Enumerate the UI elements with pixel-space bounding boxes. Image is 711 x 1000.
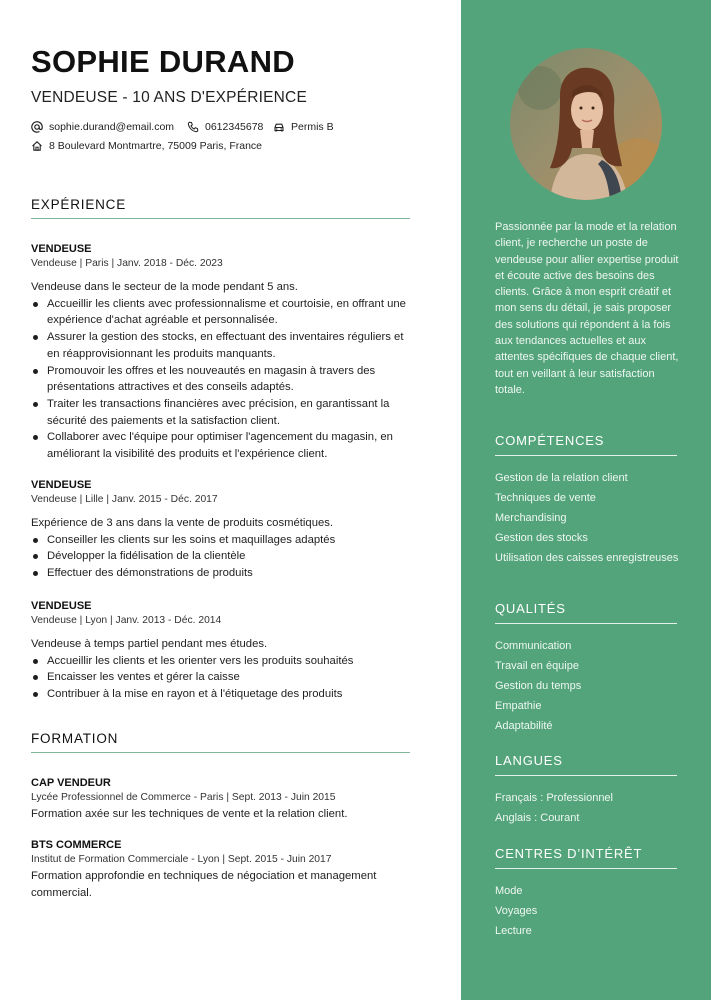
skill-item: Merchandising [495, 511, 567, 524]
interests-heading: CENTRES D’INTÉRÊT [495, 846, 677, 869]
experience-entry [31, 599, 411, 703]
job-task: Développer la fidélisation de la clientèle [31, 548, 411, 565]
skill-item: Utilisation des caisses enregistreuses [495, 551, 679, 564]
profile-summary: Passionnée par la mode et la relation client, je recherche un poste de vendeuse pour allier expertise produit et écoute active des besoins des clients. Grâce à mon esprit créatif et mon sens du détail, je sais proposer des solutions qui répondent à la fois aux tendances actuelles et aux attentes spécifiques de chaque client, tout en veillant à leur satisfaction totale. [495, 221, 679, 396]
interest-item: Mode [495, 885, 523, 897]
skill-item: Gestion des stocks [495, 531, 588, 544]
phone-icon [187, 121, 199, 133]
education-entry [31, 838, 411, 901]
job-task: Assurer la gestion des stocks, en effectuant des inventaires réguliers et en réapprovisionnant les produits manquants. [31, 329, 411, 362]
skills-list [495, 470, 681, 570]
qualities-list [495, 638, 681, 738]
job-tasks [31, 296, 411, 463]
car-icon [273, 121, 285, 133]
experience-heading: EXPÉRIENCE [31, 197, 410, 219]
quality-item: Communication [495, 640, 572, 652]
sidebar [461, 0, 711, 1000]
job-title: VENDEUSE [31, 479, 92, 491]
quality-item: Empathie [495, 699, 542, 712]
job-task: Promouvoir les offres et les nouveautés en magasin à travers des présentations attractives et des conseils adaptés. [31, 363, 411, 396]
interests-list [495, 883, 681, 943]
degree-title: CAP VENDEUR [31, 777, 111, 789]
experience-entry [31, 478, 411, 582]
degree-meta: Lycée Professionnel de Commerce - Paris | Sept. 2013 - Juin 2015 [31, 792, 336, 803]
at-icon [31, 121, 43, 133]
qualities-heading: QUALITÉS [495, 601, 677, 624]
job-task: Accueillir les clients et les orienter vers les produits souhaités [31, 653, 411, 670]
profile-photo [510, 48, 662, 200]
job-tasks [31, 532, 411, 582]
job-task: Traiter les transactions financières avec précision, en garantissant la sécurité des paiements et la satisfaction client. [31, 396, 411, 429]
home-icon [31, 140, 43, 152]
candidate-title: VENDEUSE - 10 ANS D'EXPÉRIENCE [31, 89, 307, 106]
skill-item: Gestion de la relation client [495, 472, 628, 484]
email-contact [31, 121, 174, 133]
experience-entry [31, 242, 411, 463]
quality-item: Gestion du temps [495, 679, 582, 692]
license-contact [273, 121, 334, 133]
job-summary: Expérience de 3 ans dans la vente de produits cosmétiques. [31, 517, 334, 529]
job-summary: Vendeuse à temps partiel pendant mes études. [31, 638, 268, 650]
phone-contact [187, 121, 263, 133]
job-task: Collaborer avec l'équipe pour optimiser l'agencement du magasin, en améliorant la visibilité des produits et l'expérience client. [31, 429, 411, 462]
education-entry [31, 776, 411, 823]
job-meta: Vendeuse | Lyon | Janv. 2013 - Déc. 2014 [31, 615, 222, 626]
quality-item: Adaptabilité [495, 719, 553, 732]
degree-meta: Institut de Formation Commerciale - Lyon | Sept. 2015 - Juin 2017 [31, 854, 332, 865]
job-meta: Vendeuse | Lille | Janv. 2015 - Déc. 2017 [31, 494, 218, 505]
job-task: Accueillir les clients avec professionnalisme et courtoisie, en offrant une expérience d'achat agréable et personnalisée. [31, 296, 411, 329]
license-text: Permis B [291, 121, 334, 133]
job-task: Encaisser les ventes et gérer la caisse [31, 669, 411, 686]
education-heading: FORMATION [31, 731, 410, 753]
degree-description: Formation axée sur les techniques de vente et la relation client. [31, 808, 348, 820]
languages-list [495, 790, 681, 830]
interest-item: Lecture [495, 924, 532, 937]
candidate-name: SOPHIE DURAND [31, 44, 295, 79]
interest-item: Voyages [495, 904, 538, 917]
quality-item: Travail en équipe [495, 659, 579, 672]
skills-heading: COMPÉTENCES [495, 433, 677, 456]
language-item: Français : Professionnel [495, 792, 613, 804]
job-tasks [31, 653, 411, 703]
phone-text: 0612345678 [205, 121, 264, 133]
job-summary: Vendeuse dans le secteur de la mode pendant 5 ans. [31, 281, 298, 293]
job-title: VENDEUSE [31, 243, 92, 255]
degree-description: Formation approfondie en techniques de négociation et management commercial. [31, 870, 377, 899]
job-task: Conseiller les clients sur les soins et maquillages adaptés [31, 532, 411, 549]
address-text: 8 Boulevard Montmartre, 75009 Paris, France [49, 140, 263, 152]
job-title: VENDEUSE [31, 600, 92, 612]
languages-heading: LANGUES [495, 753, 677, 776]
job-task: Effectuer des démonstrations de produits [31, 565, 411, 582]
job-meta: Vendeuse | Paris | Janv. 2018 - Déc. 2023 [31, 258, 223, 269]
address-contact [31, 140, 262, 152]
job-task: Contribuer à la mise en rayon et à l'étiquetage des produits [31, 686, 411, 703]
email-text: sophie.durand@email.com [49, 121, 175, 133]
skill-item: Techniques de vente [495, 491, 596, 504]
language-item: Anglais : Courant [495, 811, 580, 824]
degree-title: BTS COMMERCE [31, 839, 122, 851]
